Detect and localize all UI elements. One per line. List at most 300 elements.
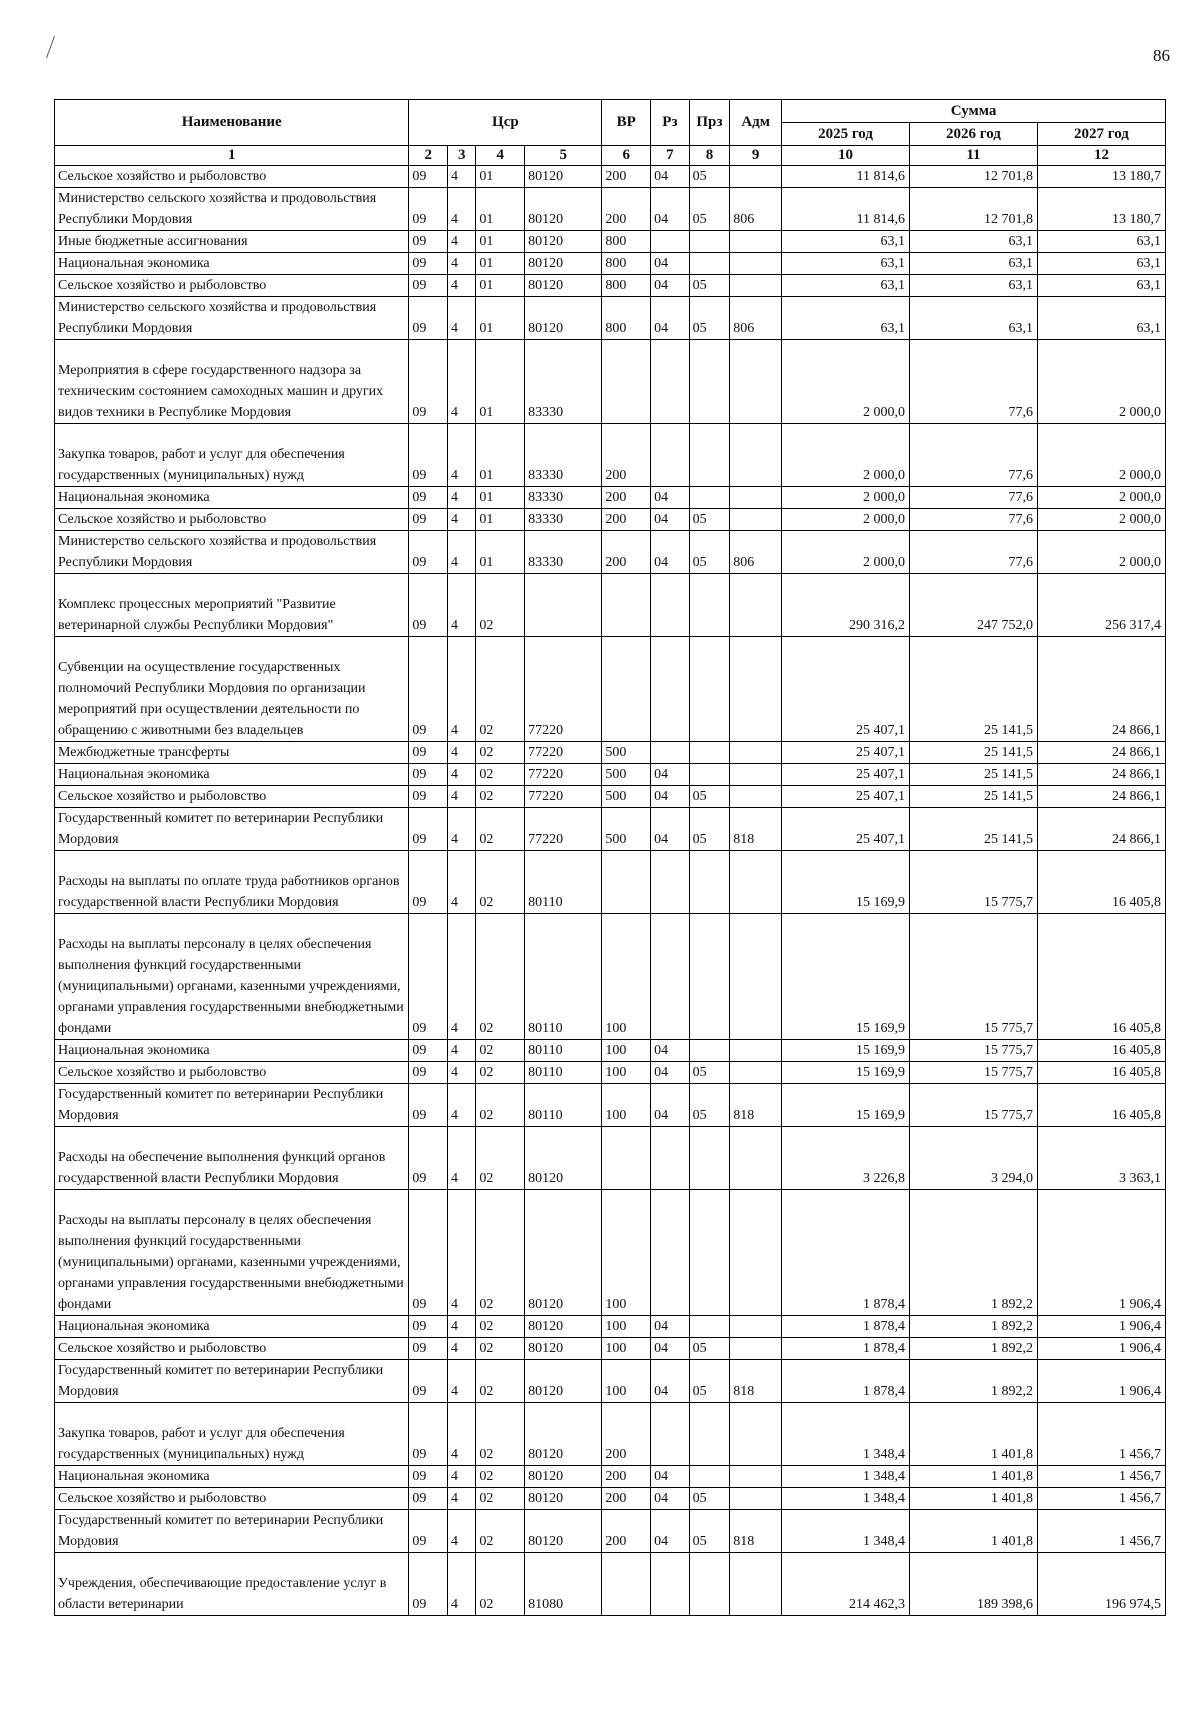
csr-part-2: 4 — [447, 764, 475, 786]
csr-part-2: 4 — [447, 1084, 475, 1127]
sum-2027: 63,1 — [1037, 297, 1165, 340]
sum-2025: 15 169,9 — [782, 914, 910, 1040]
sum-2025: 25 407,1 — [782, 742, 910, 764]
csr-part-3: 02 — [476, 1190, 525, 1316]
csr-part-4 — [525, 574, 602, 637]
table-row — [55, 851, 1166, 914]
sum-2027: 13 180,7 — [1037, 188, 1165, 231]
sum-2025: 1 348,4 — [782, 1403, 910, 1466]
csr-part-2: 4 — [447, 1488, 475, 1510]
adm-code — [730, 424, 782, 487]
table-row — [55, 188, 1166, 231]
csr-part-1: 09 — [409, 166, 448, 188]
prz-code: 05 — [689, 531, 730, 574]
csr-part-2: 4 — [447, 742, 475, 764]
sum-2026: 77,6 — [910, 509, 1038, 531]
adm-code — [730, 786, 782, 808]
csr-part-3: 02 — [476, 1316, 525, 1338]
sum-2025: 25 407,1 — [782, 637, 910, 742]
csr-part-2: 4 — [447, 914, 475, 1040]
rz-code — [651, 1190, 690, 1316]
row-name: Сельское хозяйство и рыболовство — [55, 1488, 409, 1510]
csr-part-4: 80120 — [525, 1127, 602, 1190]
prz-code — [689, 1127, 730, 1190]
sum-2027: 1 456,7 — [1037, 1488, 1165, 1510]
table-row — [55, 1084, 1166, 1127]
rz-code: 04 — [651, 297, 690, 340]
csr-part-3: 02 — [476, 808, 525, 851]
column-number: 1 — [55, 146, 409, 166]
csr-part-4: 80120 — [525, 275, 602, 297]
table-row — [55, 637, 1166, 742]
table-row — [55, 340, 1166, 424]
vr-code: 200 — [602, 424, 651, 487]
sum-2027: 3 363,1 — [1037, 1127, 1165, 1190]
table-row — [55, 1127, 1166, 1190]
sum-2025: 63,1 — [782, 275, 910, 297]
csr-part-4: 83330 — [525, 340, 602, 424]
csr-part-1: 09 — [409, 1403, 448, 1466]
csr-part-4: 80120 — [525, 1488, 602, 1510]
adm-code — [730, 1062, 782, 1084]
table-row — [55, 1360, 1166, 1403]
column-number: 6 — [602, 146, 651, 166]
row-name: Комплекс процессных мероприятий "Развитие ветеринарной службы Республики Мордовия" — [55, 574, 409, 637]
vr-code: 100 — [602, 1338, 651, 1360]
rz-code: 04 — [651, 487, 690, 509]
vr-code — [602, 637, 651, 742]
sum-2026: 63,1 — [910, 253, 1038, 275]
csr-part-2: 4 — [447, 1190, 475, 1316]
vr-code: 100 — [602, 1040, 651, 1062]
rz-code — [651, 851, 690, 914]
rz-code — [651, 1127, 690, 1190]
csr-part-4: 80110 — [525, 1084, 602, 1127]
rz-code: 04 — [651, 509, 690, 531]
sum-2027: 63,1 — [1037, 253, 1165, 275]
csr-part-1: 09 — [409, 1040, 448, 1062]
rz-code: 04 — [651, 764, 690, 786]
csr-part-3: 01 — [476, 509, 525, 531]
sum-2027: 256 317,4 — [1037, 574, 1165, 637]
prz-code — [689, 1316, 730, 1338]
rz-code: 04 — [651, 1316, 690, 1338]
sum-2025: 63,1 — [782, 253, 910, 275]
csr-part-1: 09 — [409, 574, 448, 637]
prz-code — [689, 424, 730, 487]
rz-code — [651, 574, 690, 637]
adm-code — [730, 1466, 782, 1488]
row-name: Национальная экономика — [55, 1040, 409, 1062]
vr-code — [602, 574, 651, 637]
rz-code — [651, 914, 690, 1040]
row-name: Национальная экономика — [55, 764, 409, 786]
sum-2026: 25 141,5 — [910, 786, 1038, 808]
csr-part-1: 09 — [409, 914, 448, 1040]
csr-part-1: 09 — [409, 231, 448, 253]
sum-2025: 15 169,9 — [782, 851, 910, 914]
column-number: 9 — [730, 146, 782, 166]
sum-2027: 16 405,8 — [1037, 1040, 1165, 1062]
table-row — [55, 1190, 1166, 1316]
csr-part-2: 4 — [447, 340, 475, 424]
adm-code — [730, 1190, 782, 1316]
table-row — [55, 253, 1166, 275]
row-name: Национальная экономика — [55, 487, 409, 509]
vr-code: 100 — [602, 1084, 651, 1127]
vr-code: 100 — [602, 914, 651, 1040]
vr-code — [602, 1127, 651, 1190]
rz-code: 04 — [651, 1360, 690, 1403]
csr-part-3: 02 — [476, 786, 525, 808]
sum-2026: 12 701,8 — [910, 188, 1038, 231]
adm-code: 806 — [730, 531, 782, 574]
rz-code: 04 — [651, 1084, 690, 1127]
rz-code: 04 — [651, 166, 690, 188]
table-row — [55, 574, 1166, 637]
header-year-2027: 2027 год — [1037, 123, 1165, 146]
sum-2027: 2 000,0 — [1037, 424, 1165, 487]
sum-2027: 2 000,0 — [1037, 509, 1165, 531]
csr-part-4: 77220 — [525, 786, 602, 808]
row-name: Министерство сельского хозяйства и продовольствия Республики Мордовия — [55, 188, 409, 231]
prz-code — [689, 231, 730, 253]
row-name: Национальная экономика — [55, 1466, 409, 1488]
csr-part-1: 09 — [409, 1062, 448, 1084]
csr-part-2: 4 — [447, 786, 475, 808]
vr-code: 200 — [602, 509, 651, 531]
csr-part-4: 83330 — [525, 487, 602, 509]
prz-code — [689, 574, 730, 637]
adm-code — [730, 275, 782, 297]
csr-part-2: 4 — [447, 1403, 475, 1466]
sum-2025: 1 878,4 — [782, 1338, 910, 1360]
csr-part-1: 09 — [409, 1360, 448, 1403]
prz-code: 05 — [689, 275, 730, 297]
prz-code: 05 — [689, 509, 730, 531]
table-row — [55, 509, 1166, 531]
sum-2025: 15 169,9 — [782, 1084, 910, 1127]
prz-code — [689, 1466, 730, 1488]
row-name: Субвенции на осуществление государственных полномочий Республики Мордовия по организации мероприятий при осуществлении деятельности по обращению с животными без владельцев — [55, 637, 409, 742]
adm-code — [730, 1553, 782, 1616]
rz-code — [651, 340, 690, 424]
sum-2025: 11 814,6 — [782, 166, 910, 188]
table-row — [55, 231, 1166, 253]
rz-code — [651, 424, 690, 487]
csr-part-4: 80120 — [525, 1190, 602, 1316]
rz-code — [651, 1553, 690, 1616]
sum-2027: 16 405,8 — [1037, 914, 1165, 1040]
csr-part-3: 02 — [476, 1127, 525, 1190]
csr-part-3: 02 — [476, 1553, 525, 1616]
sum-2025: 3 226,8 — [782, 1127, 910, 1190]
csr-part-2: 4 — [447, 1062, 475, 1084]
row-name: Межбюджетные трансферты — [55, 742, 409, 764]
table-row — [55, 1553, 1166, 1616]
column-number: 11 — [910, 146, 1038, 166]
csr-part-4: 80120 — [525, 1316, 602, 1338]
vr-code: 200 — [602, 188, 651, 231]
vr-code — [602, 340, 651, 424]
sum-2027: 196 974,5 — [1037, 1553, 1165, 1616]
sum-2025: 63,1 — [782, 297, 910, 340]
vr-code: 200 — [602, 166, 651, 188]
csr-part-4: 77220 — [525, 808, 602, 851]
prz-code: 05 — [689, 1360, 730, 1403]
column-number: 8 — [689, 146, 730, 166]
rz-code — [651, 742, 690, 764]
prz-code — [689, 1190, 730, 1316]
sum-2027: 1 456,7 — [1037, 1403, 1165, 1466]
adm-code — [730, 1338, 782, 1360]
table-row — [55, 531, 1166, 574]
prz-code — [689, 637, 730, 742]
column-number: 10 — [782, 146, 910, 166]
sum-2027: 13 180,7 — [1037, 166, 1165, 188]
rz-code: 04 — [651, 1488, 690, 1510]
prz-code — [689, 253, 730, 275]
sum-2027: 1 906,4 — [1037, 1360, 1165, 1403]
sum-2026: 63,1 — [910, 297, 1038, 340]
vr-code: 100 — [602, 1360, 651, 1403]
header-name: Наименование — [55, 100, 409, 146]
csr-part-2: 4 — [447, 297, 475, 340]
page-number: 86 — [1153, 46, 1170, 65]
sum-2026: 15 775,7 — [910, 914, 1038, 1040]
csr-part-4: 80120 — [525, 188, 602, 231]
csr-part-4: 80120 — [525, 231, 602, 253]
csr-part-3: 01 — [476, 424, 525, 487]
csr-part-1: 09 — [409, 786, 448, 808]
sum-2027: 2 000,0 — [1037, 531, 1165, 574]
row-name: Расходы на выплаты по оплате труда работников органов государственной власти Республики Мордовия — [55, 851, 409, 914]
sum-2027: 1 456,7 — [1037, 1510, 1165, 1553]
column-number: 4 — [476, 146, 525, 166]
sum-2025: 15 169,9 — [782, 1062, 910, 1084]
csr-part-3: 01 — [476, 275, 525, 297]
row-name: Закупка товаров, работ и услуг для обеспечения государственных (муниципальных) нужд — [55, 1403, 409, 1466]
rz-code: 04 — [651, 1466, 690, 1488]
vr-code: 200 — [602, 1510, 651, 1553]
vr-code: 100 — [602, 1316, 651, 1338]
sum-2026: 12 701,8 — [910, 166, 1038, 188]
csr-part-2: 4 — [447, 487, 475, 509]
csr-part-3: 01 — [476, 188, 525, 231]
csr-part-3: 02 — [476, 637, 525, 742]
row-name: Государственный комитет по ветеринарии Республики Мордовия — [55, 1360, 409, 1403]
adm-code — [730, 1040, 782, 1062]
table-row — [55, 1040, 1166, 1062]
csr-part-3: 02 — [476, 574, 525, 637]
adm-code — [730, 1316, 782, 1338]
csr-part-2: 4 — [447, 1466, 475, 1488]
sum-2025: 1 348,4 — [782, 1466, 910, 1488]
header-year-2026: 2026 год — [910, 123, 1038, 146]
sum-2027: 1 456,7 — [1037, 1466, 1165, 1488]
vr-code: 800 — [602, 231, 651, 253]
rz-code: 04 — [651, 253, 690, 275]
sum-2026: 1 892,2 — [910, 1190, 1038, 1316]
vr-code: 100 — [602, 1190, 651, 1316]
prz-code: 05 — [689, 1338, 730, 1360]
csr-part-2: 4 — [447, 1510, 475, 1553]
csr-part-3: 01 — [476, 253, 525, 275]
csr-part-2: 4 — [447, 188, 475, 231]
prz-code — [689, 340, 730, 424]
prz-code — [689, 851, 730, 914]
sum-2026: 15 775,7 — [910, 851, 1038, 914]
csr-part-2: 4 — [447, 1040, 475, 1062]
csr-part-2: 4 — [447, 808, 475, 851]
csr-part-4: 83330 — [525, 424, 602, 487]
sum-2026: 25 141,5 — [910, 764, 1038, 786]
prz-code: 05 — [689, 166, 730, 188]
row-name: Государственный комитет по ветеринарии Республики Мордовия — [55, 808, 409, 851]
table-row — [55, 808, 1166, 851]
vr-code: 200 — [602, 1403, 651, 1466]
sum-2026: 15 775,7 — [910, 1062, 1038, 1084]
sum-2026: 189 398,6 — [910, 1553, 1038, 1616]
csr-part-1: 09 — [409, 531, 448, 574]
adm-code — [730, 487, 782, 509]
rz-code — [651, 637, 690, 742]
adm-code: 806 — [730, 297, 782, 340]
csr-part-4: 80120 — [525, 166, 602, 188]
sum-2027: 1 906,4 — [1037, 1190, 1165, 1316]
sum-2027: 2 000,0 — [1037, 340, 1165, 424]
vr-code: 500 — [602, 786, 651, 808]
sum-2027: 24 866,1 — [1037, 637, 1165, 742]
row-name: Национальная экономика — [55, 1316, 409, 1338]
sum-2025: 2 000,0 — [782, 424, 910, 487]
csr-part-1: 09 — [409, 1466, 448, 1488]
vr-code: 500 — [602, 742, 651, 764]
row-name: Государственный комитет по ветеринарии Республики Мордовия — [55, 1510, 409, 1553]
table-body — [55, 166, 1166, 1616]
sum-2025: 2 000,0 — [782, 531, 910, 574]
sum-2025: 290 316,2 — [782, 574, 910, 637]
sum-2026: 1 401,8 — [910, 1488, 1038, 1510]
sum-2025: 25 407,1 — [782, 808, 910, 851]
csr-part-2: 4 — [447, 1316, 475, 1338]
sum-2025: 2 000,0 — [782, 509, 910, 531]
table-row — [55, 764, 1166, 786]
adm-code — [730, 231, 782, 253]
rz-code: 04 — [651, 1062, 690, 1084]
sum-2026: 1 892,2 — [910, 1316, 1038, 1338]
csr-part-4: 81080 — [525, 1553, 602, 1616]
csr-part-2: 4 — [447, 1127, 475, 1190]
sum-2026: 3 294,0 — [910, 1127, 1038, 1190]
sum-2026: 1 401,8 — [910, 1466, 1038, 1488]
sum-2025: 1 348,4 — [782, 1488, 910, 1510]
csr-part-4: 80120 — [525, 1403, 602, 1466]
row-name: Министерство сельского хозяйства и продовольствия Республики Мордовия — [55, 531, 409, 574]
sum-2026: 15 775,7 — [910, 1084, 1038, 1127]
row-name: Иные бюджетные ассигнования — [55, 231, 409, 253]
csr-part-3: 02 — [476, 1466, 525, 1488]
csr-part-1: 09 — [409, 1338, 448, 1360]
adm-code — [730, 166, 782, 188]
rz-code: 04 — [651, 786, 690, 808]
vr-code: 800 — [602, 297, 651, 340]
csr-part-4: 80110 — [525, 851, 602, 914]
csr-part-3: 02 — [476, 1510, 525, 1553]
row-name: Расходы на выплаты персоналу в целях обеспечения выполнения функций государственными (муниципальными) органами, казенными учреждениями, органами управления государственными внебюджетными фондами — [55, 914, 409, 1040]
csr-part-4: 83330 — [525, 509, 602, 531]
csr-part-3: 01 — [476, 166, 525, 188]
column-number: 2 — [409, 146, 448, 166]
adm-code: 818 — [730, 1510, 782, 1553]
csr-part-1: 09 — [409, 1316, 448, 1338]
table-row — [55, 1403, 1166, 1466]
csr-part-2: 4 — [447, 1360, 475, 1403]
table-row — [55, 166, 1166, 188]
csr-part-3: 01 — [476, 487, 525, 509]
row-name: Расходы на обеспечение выполнения функций органов государственной власти Республики Мордовия — [55, 1127, 409, 1190]
csr-part-1: 09 — [409, 253, 448, 275]
csr-part-2: 4 — [447, 509, 475, 531]
row-name: Закупка товаров, работ и услуг для обеспечения государственных (муниципальных) нужд — [55, 424, 409, 487]
csr-part-4: 80110 — [525, 1062, 602, 1084]
sum-2027: 2 000,0 — [1037, 487, 1165, 509]
prz-code: 05 — [689, 1062, 730, 1084]
prz-code: 05 — [689, 1084, 730, 1127]
csr-part-2: 4 — [447, 231, 475, 253]
adm-code — [730, 574, 782, 637]
sum-2027: 63,1 — [1037, 275, 1165, 297]
row-name: Сельское хозяйство и рыболовство — [55, 1062, 409, 1084]
rz-code: 04 — [651, 531, 690, 574]
csr-part-1: 09 — [409, 1488, 448, 1510]
prz-code: 05 — [689, 1510, 730, 1553]
prz-code — [689, 1040, 730, 1062]
sum-2026: 25 141,5 — [910, 742, 1038, 764]
sum-2026: 1 401,8 — [910, 1510, 1038, 1553]
table-row — [55, 1062, 1166, 1084]
csr-part-3: 02 — [476, 1403, 525, 1466]
vr-code: 200 — [602, 1488, 651, 1510]
vr-code: 500 — [602, 764, 651, 786]
header-vr: ВР — [602, 100, 651, 146]
prz-code — [689, 742, 730, 764]
csr-part-4: 80120 — [525, 297, 602, 340]
column-number: 7 — [651, 146, 690, 166]
vr-code: 800 — [602, 275, 651, 297]
rz-code: 04 — [651, 1338, 690, 1360]
csr-part-1: 09 — [409, 808, 448, 851]
sum-2027: 63,1 — [1037, 231, 1165, 253]
sum-2026: 25 141,5 — [910, 637, 1038, 742]
header-csr: Цср — [409, 100, 602, 146]
header-adm: Адм — [730, 100, 782, 146]
adm-code — [730, 1488, 782, 1510]
rz-code — [651, 1403, 690, 1466]
adm-code: 806 — [730, 188, 782, 231]
csr-part-3: 02 — [476, 851, 525, 914]
csr-part-4: 80120 — [525, 1338, 602, 1360]
margin-mark — [46, 36, 67, 58]
sum-2026: 77,6 — [910, 424, 1038, 487]
vr-code: 100 — [602, 1062, 651, 1084]
sum-2025: 214 462,3 — [782, 1553, 910, 1616]
csr-part-1: 09 — [409, 297, 448, 340]
csr-part-2: 4 — [447, 424, 475, 487]
column-number: 5 — [525, 146, 602, 166]
row-name: Сельское хозяйство и рыболовство — [55, 509, 409, 531]
adm-code — [730, 742, 782, 764]
